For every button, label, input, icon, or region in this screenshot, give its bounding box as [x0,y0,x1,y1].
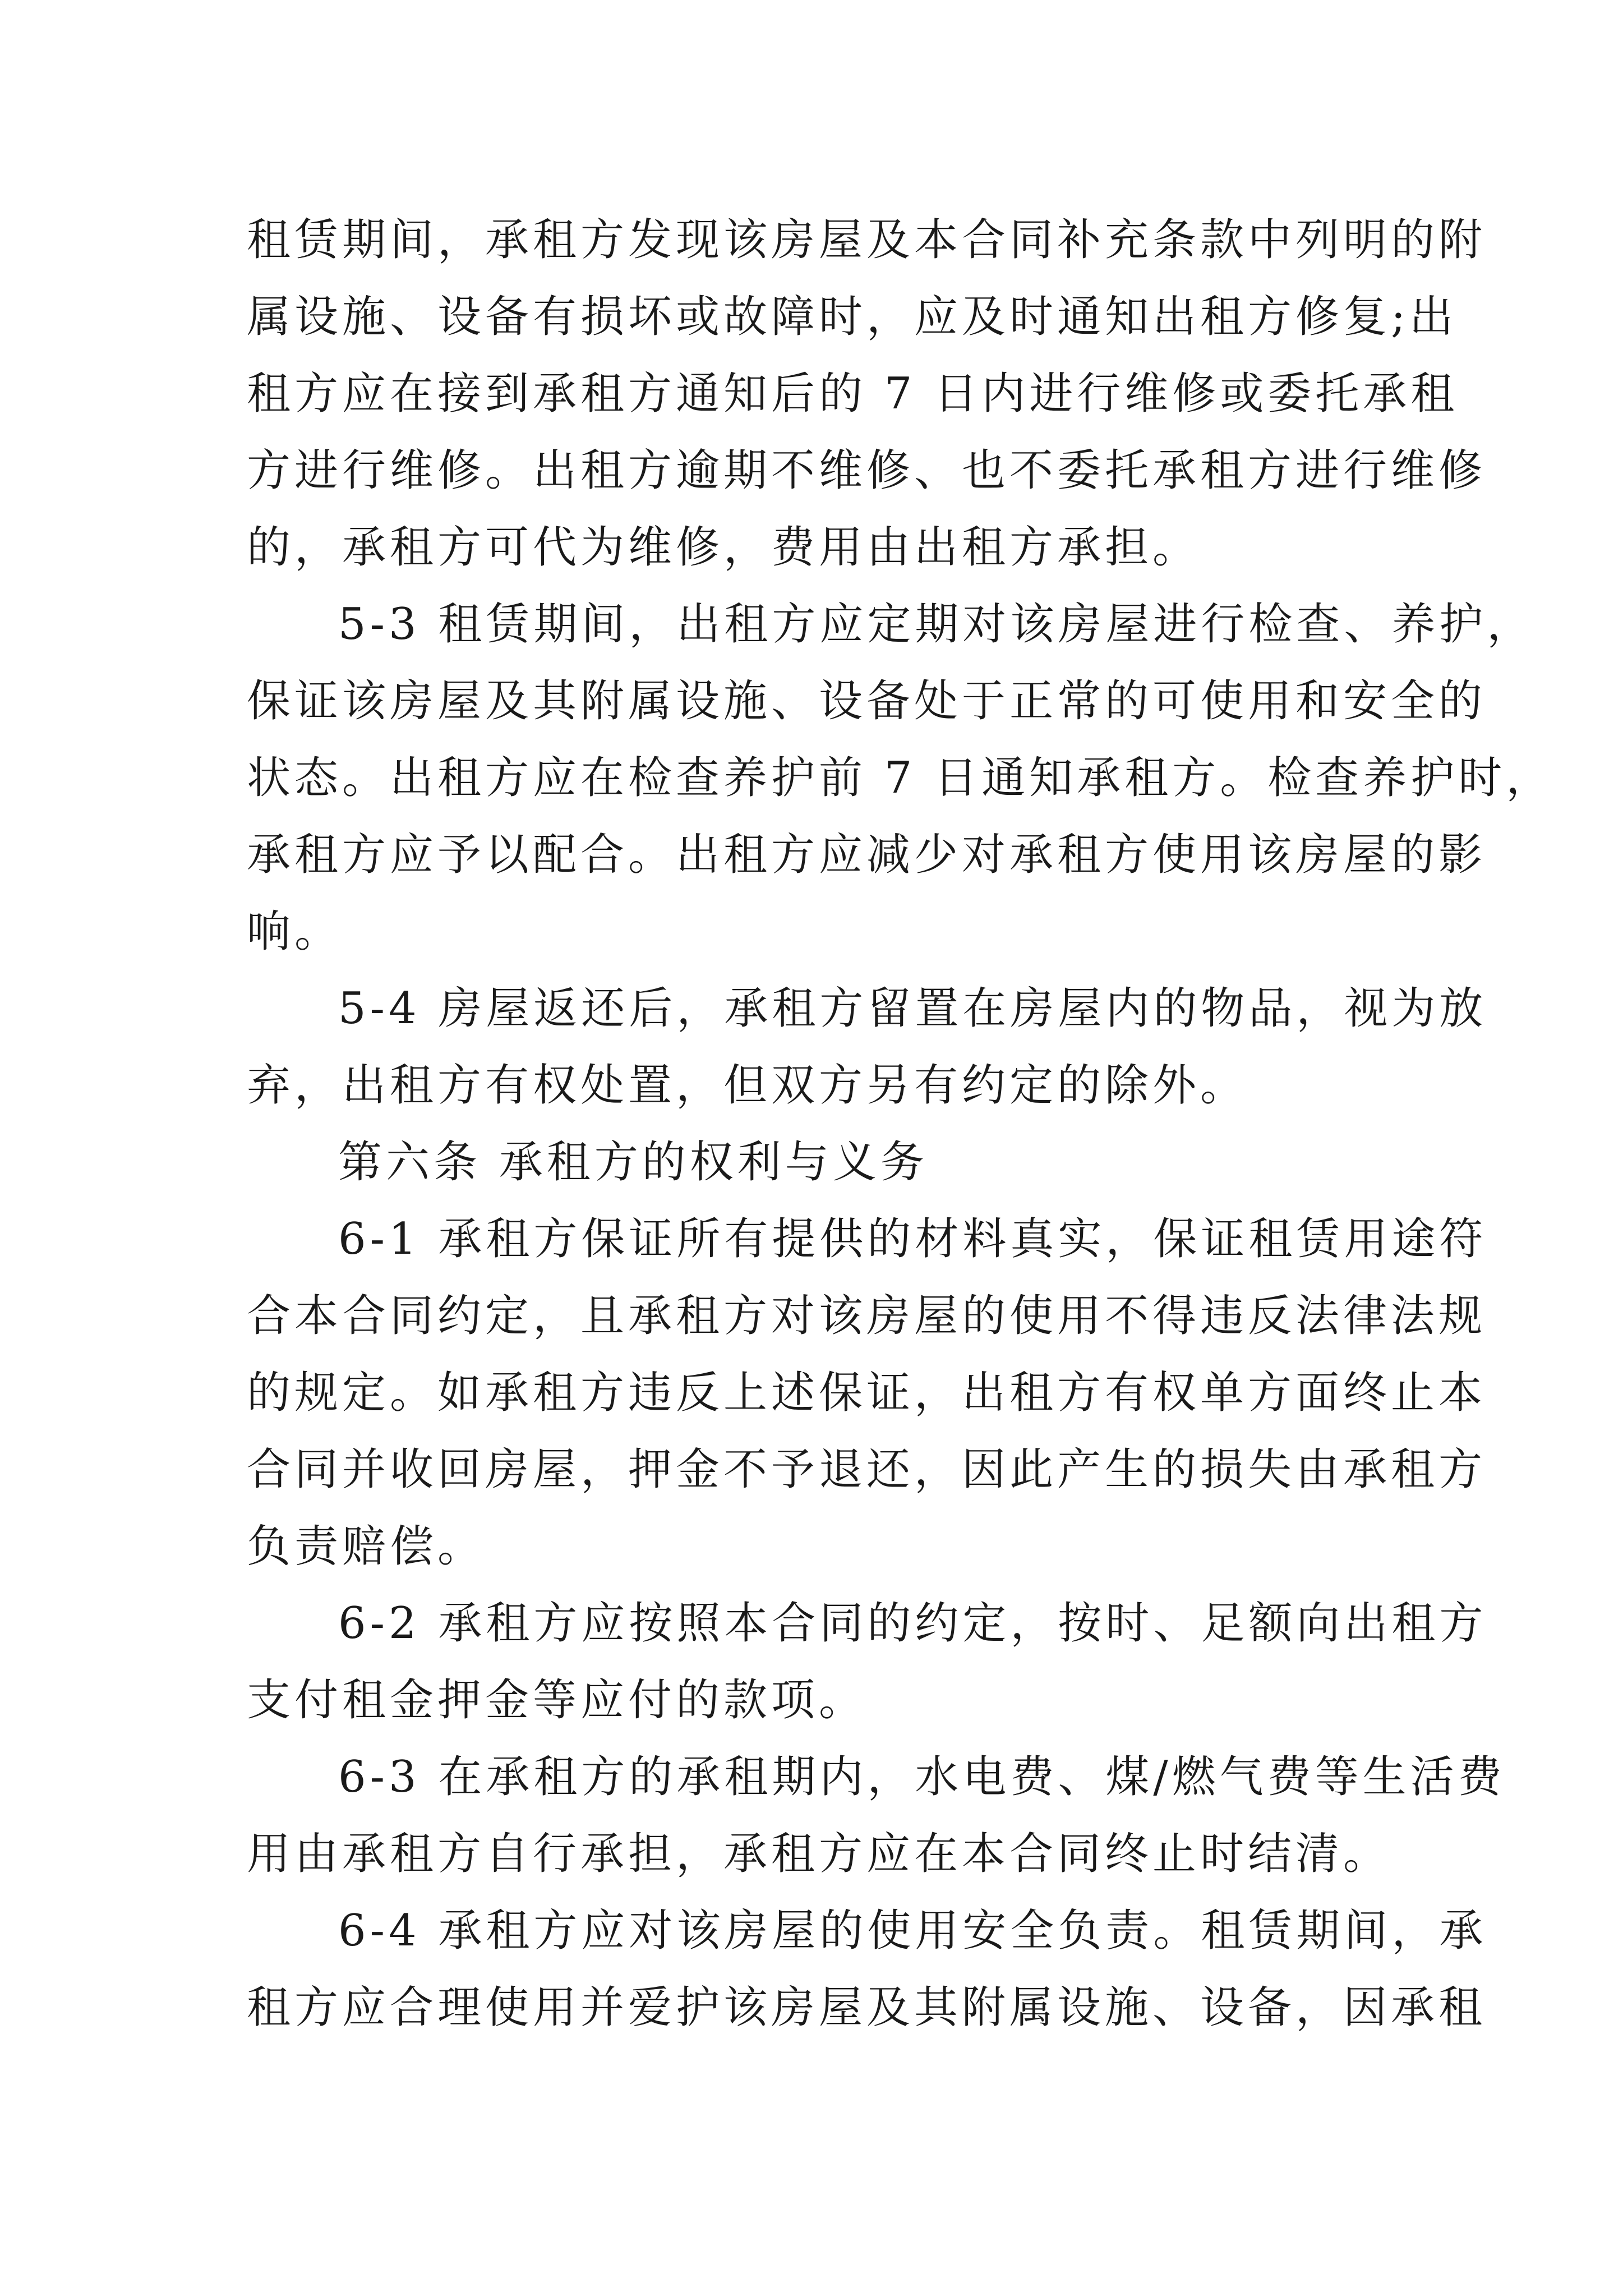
text-line: 5-4 房屋返还后，承租方留置在房屋内的物品，视为放 [338,983,1487,1034]
text-line: 6-1 承租方保证所有提供的材料真实，保证租赁用途符 [338,1214,1487,1264]
text-line: 6-2 承租方应按照本合同的约定，按时、足额向出租方 [338,1598,1487,1649]
text-line: 6-3 在承租方的承租期内，水电费、煤/燃气费等生活费 [338,1752,1506,1802]
text-line: 的，承租方可代为维修，费用由出租方承担。 [247,522,1201,573]
text-line: 的规定。如承租方违反上述保证，出租方有权单方面终止本 [247,1368,1487,1418]
text-line: 租方应在接到承租方通知后的 7 日内进行维修或委托承租 [247,369,1459,419]
text-line: 保证该房屋及其附属设施、设备处于正常的可使用和安全的 [247,676,1487,726]
text-line: 方进行维修。出租方逾期不维修、也不委托承租方进行维修 [247,445,1487,496]
text-line: 负责赔偿。 [247,1521,486,1572]
text-line: 用由承租方自行承担，承租方应在本合同终止时结清。 [247,1829,1391,1879]
text-line: 5-3 租赁期间，出租方应定期对该房屋进行检查、养护， [338,599,1535,650]
text-line: 合本合同约定，且承租方对该房屋的使用不得违反法律法规 [247,1291,1487,1341]
text-line: 属设施、设备有损坏或故障时，应及时通知出租方修复;出 [247,292,1458,342]
text-line: 租赁期间，承租方发现该房屋及本合同补充条款中列明的附 [247,215,1487,265]
text-line: 支付租金押金等应付的款项。 [247,1675,867,1726]
text-line: 6-4 承租方应对该房屋的使用安全负责。租赁期间，承 [338,1906,1487,1956]
text-line: 租方应合理使用并爱护该房屋及其附属设施、设备，因承租 [247,1982,1487,2033]
text-line: 合同并收回房屋，押金不予退还，因此产生的损失由承租方 [247,1444,1487,1495]
section-heading: 第六条 承租方的权利与义务 [338,1137,928,1188]
text-line: 承租方应予以配合。出租方应减少对承租方使用该房屋的影 [247,830,1487,880]
text-line: 响。 [247,907,343,957]
text-line: 状态。出租方应在检查养护前 7 日通知承租方。检查养护时， [247,753,1554,803]
text-line: 弃，出租方有权处置，但双方另有约定的除外。 [247,1060,1248,1111]
